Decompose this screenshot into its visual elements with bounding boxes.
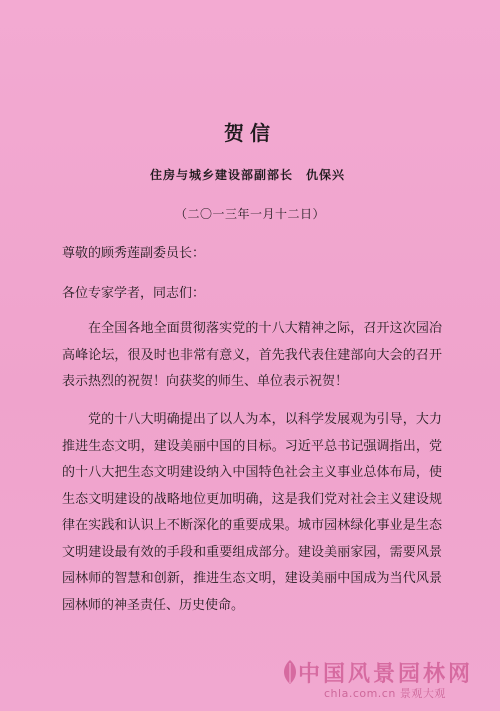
leaf-icon [280,659,300,689]
body-paragraph-2: 党的十八大明确提出了以人为本，以科学发展观为引导，大力推进生态文明，建设美丽中国的目标。习近平总书记强调指出，党的十八大把生态文明建设纳入中国特色社会主义事业总体布局，使生态文明建设的战略地位更加明确，这是我们党对社会主义建设规律在实践和认识上不断深化的重要成果。城市园林绿化事业是生态文明建设最有效的手段和重要组成部分。建设美丽家园，需要风景园林师的智慧和创新，推进生态文明，建设美丽中国成为当代风景园林师的神圣责任、历史使命。 [62,412,442,613]
body-paragraph-1: 在全国各地全面贯彻落实党的十八大精神之际，召开这次园冶高峰论坛，很及时也非常有意义，首先我代表住建部向大会的召开表示热烈的祝贺！向获奖的师生、单位表示祝贺！ [62,321,442,389]
watermark-site-name: 中国风景园林网 [298,662,474,687]
watermark-url: chla.com.cn 景观大观 [324,687,446,700]
site-watermark [288,657,498,707]
letter-author: 住房与城乡建设部副部长 仇保兴 [150,168,346,182]
salutation-primary: 尊敬的顾秀莲副委员长： [62,246,206,261]
letter-date: （二〇一三年一月十二日） [174,207,325,221]
salutation-secondary: 各位专家学者，同志们： [62,286,206,301]
letter-title: 贺信 [224,121,276,145]
